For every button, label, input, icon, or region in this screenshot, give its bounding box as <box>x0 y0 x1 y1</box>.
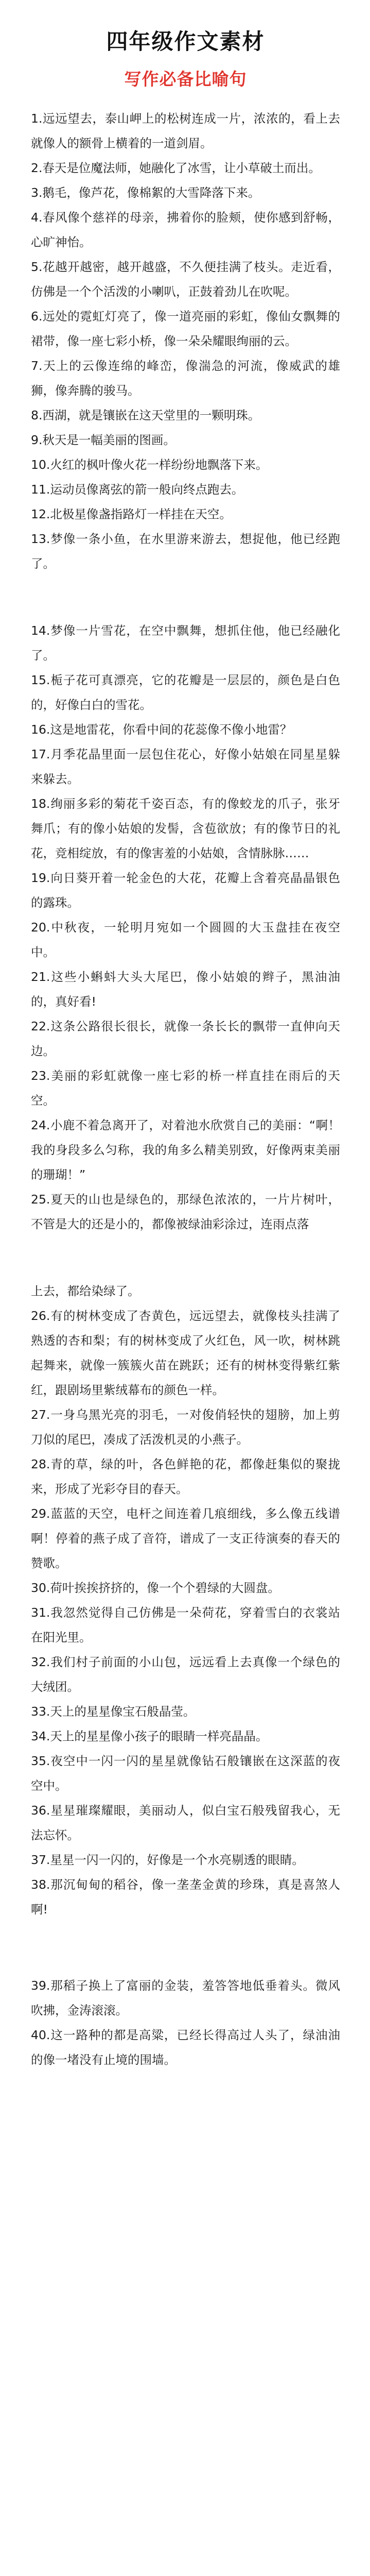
blank-area <box>31 2072 340 2289</box>
list-item: 16.这是地雷花，你看中间的花蕊像不像小地雷？ <box>31 722 292 737</box>
list-item: 33.天上的星星像宝石般晶莹。 <box>31 1704 196 1719</box>
section-4 <box>31 1973 340 2072</box>
list-item: 36.星星璀璨耀眼，美丽动人，似白宝石般残留我心，无法忘怀。 <box>31 1803 340 1842</box>
list-item: 19.向日葵开着一轮金色的大花，花瓣上含着亮晶晶银色的露珠。 <box>31 871 340 910</box>
list-item: 35.夜空中一闪一闪的星星就像钻石般镶嵌在这深蓝的夜空中。 <box>31 1754 340 1793</box>
list-item: 27.一身乌黑光亮的羽毛，一对俊俏轻快的翅膀，加上剪刀似的尾巴，凑成了活泼机灵的小燕子。 <box>31 1408 340 1447</box>
section-2 <box>31 618 340 1236</box>
list-item: 26.有的树林变成了杏黄色，远远望去，就像枝头挂满了熟透的杏和梨；有的树林变成了火红色，风一吹，树林跳起舞来，就像一簇簇火苗在跳跃；还有的树林变得紫红紫红，跟剧场里紫绒幕布的颜色一样。 <box>31 1309 340 1397</box>
list-item: 12.北极星像盏指路灯一样挂在天空。 <box>31 507 232 521</box>
page-title: 四年级作文素材 <box>106 29 265 54</box>
list-item: 15.栀子花可真漂亮，它的花瓣是一层层的，颜色是白色的，好像白白的雪花。 <box>31 673 340 712</box>
list-item: 8.西湖，就是镶嵌在这天堂里的一颗明珠。 <box>31 408 260 422</box>
page-break-gap <box>31 576 340 618</box>
list-item: 21.这些小蝌蚪大头大尾巴，像小姑娘的辫子，黑油油的，真好看! <box>31 970 340 1009</box>
list-item: 4.春风像个慈祥的母亲，拂着你的脸颊，使你感到舒畅，心旷神怡。 <box>31 210 340 249</box>
list-item: 28.青的草，绿的叶，各色鲜艳的花，都像赶集似的聚拢来，形成了光彩夺目的春天。 <box>31 1457 340 1496</box>
list-item: 9.秋天是一幅美丽的图画。 <box>31 433 175 447</box>
list-item: 30.荷叶挨挨挤挤的，像一个个碧绿的大圆盘。 <box>31 1581 280 1595</box>
page-break-gap <box>31 1236 340 1279</box>
list-item: 17.月季花晶里面一层包住花心，好像小姑娘在同星星躲来躲去。 <box>31 747 340 786</box>
section-3 <box>31 1279 340 1922</box>
list-item: 24.小鹿不着急离开了，对着池水欣赏自己的美丽：“啊！我的身段多么匀称，我的角多么精美别致，好像两束美丽的珊瑚！” <box>31 1118 340 1182</box>
section-subtitle: 写作必备比喻句 <box>124 69 247 89</box>
list-item: 上去，都给染绿了。 <box>31 1284 140 1298</box>
list-item: 32.我们村子前面的小山包，远远看上去真像一个绿色的大绒团。 <box>31 1655 340 1694</box>
list-item: 25.夏天的山也是绿色的，那绿色浓浓的，一片片树叶，不管是大的还是小的，都像被绿油彩涂过，连雨点落 <box>31 1192 340 1231</box>
page-break-gap <box>31 1922 340 1973</box>
list-item: 31.我忽然觉得自己仿佛是一朵荷花，穿着雪白的衣裳站在阳光里。 <box>31 1605 340 1645</box>
list-item: 29.蓝蓝的天空，电杆之间连着几痕细线，多么像五线谱啊！停着的燕子成了音符，谱成了一支正待演奏的春天的赞歌。 <box>31 1506 340 1570</box>
list-item: 5.花越开越密，越开越盛，不久便挂满了枝头。走近看，仿佛是一个个活泼的小喇叭，正鼓着劲儿在吹呢。 <box>31 260 340 299</box>
list-item: 39.那稻子换上了富丽的金装，羞答答地低垂着头。微风吹拂，金涛滚滚。 <box>31 1978 340 2018</box>
list-item: 22.这条公路很长很长，就像一条长长的飘带一直伸向天边。 <box>31 1019 340 1058</box>
section-1 <box>31 106 340 576</box>
list-item: 11.运动员像离弦的箭一般向终点跑去。 <box>31 482 244 497</box>
list-item: 23.美丽的彩虹就像一座七彩的桥一样直挂在雨后的天空。 <box>31 1069 340 1108</box>
list-item: 34.天上的星星像小孩子的眼睛一样亮晶晶。 <box>31 1729 268 1743</box>
list-item: 1.远远望去，泰山岬上的松树连成一片，浓浓的，看上去就像人的额骨上横着的一道剑眉。 <box>31 111 340 150</box>
list-item: 2.春天是位魔法师，她融化了冰雪，让小草破土而出。 <box>31 161 321 175</box>
list-item: 6.远处的霓虹灯亮了，像一道亮丽的彩虹，像仙女飘舞的裙带，像一座七彩小桥，像一朵朵耀眼绚丽的云。 <box>31 309 340 348</box>
list-item: 40.这一路种的都是高粱，已经长得高过人头了，绿油油的像一堵没有止境的围墙。 <box>31 2028 340 2067</box>
list-item: 18.绚丽多彩的菊花千姿百态，有的像蛟龙的爪子，张牙舞爪；有的像小姑娘的发髻，含苞欲放；有的像节日的礼花，竞相绽放，有的像害羞的小姑娘，含情脉脉…… <box>31 796 340 860</box>
list-item: 3.鹅毛，像芦花，像棉絮的大雪降落下来。 <box>31 185 260 200</box>
list-item: 37.星星一闪一闪的，好像是一个水亮剔透的眼睛。 <box>31 1853 304 1867</box>
list-item: 20.中秋夜，一轮明月宛如一个圆圆的大玉盘挂在夜空中。 <box>31 920 340 959</box>
list-item: 7.天上的云像连绵的峰峦，像湍急的河流，像威武的雄狮，像奔腾的骏马。 <box>31 359 340 398</box>
list-item: 10.火红的枫叶像火花一样纷纷地飘落下来。 <box>31 457 268 472</box>
list-item: 38.那沉甸甸的稻谷，像一垄垄金黄的珍珠，真是喜煞人啊! <box>31 1877 340 1917</box>
list-item: 13.梦像一条小鱼，在水里游来游去，想捉他，他已经跑了。 <box>31 532 340 571</box>
list-item: 14.梦像一片雪花，在空中飘舞，想抓住他，他已经融化了。 <box>31 623 340 663</box>
